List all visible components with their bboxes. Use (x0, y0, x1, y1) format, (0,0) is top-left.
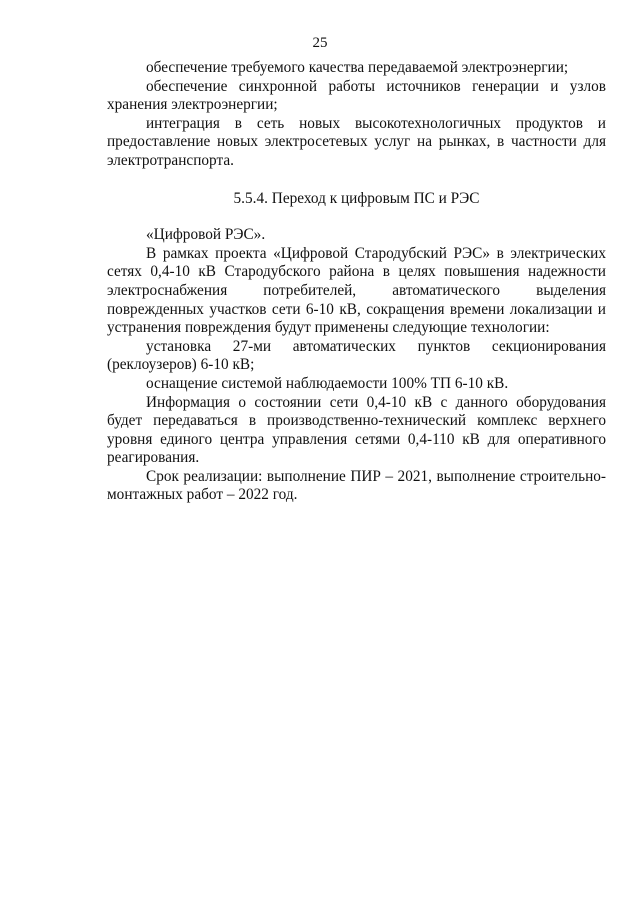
paragraph-digital-res-title: «Цифровой РЭС». (146, 226, 266, 244)
paragraph-network-integration: интеграция в сеть новых высокотехнологичных продуктов и предоставление новых электросетевых услуг на рынках, в частности для электротранспорта. (107, 114, 606, 169)
document-body (107, 59, 606, 505)
paragraph-information-transfer: Информация о состоянии сети 0,4-10 кВ с данного оборудования будет передаваться в производственно-технический комплекс верхнего уровня единого центра управления сетями 0,4-110 кВ для оперативного реагирования. (107, 393, 606, 467)
paragraph-project-description: В рамках проекта «Цифровой Стародубский РЭС» в электрических сетях 0,4-10 кВ Стародубского района в целях повышения надежности электроснабжения потребителей, автоматического выделения поврежденных участков сети 6-10 кВ, сокращения времени локализации и устранения повреждения будут применены следующие технологии: (107, 244, 606, 337)
paragraph-power-quality: обеспечение требуемого качества передаваемой электроэнергии; (146, 59, 569, 76)
page-number: 25 (312, 35, 328, 51)
section-heading: 5.5.4. Переход к цифровым ПС и РЭС (233, 189, 480, 207)
paragraph-implementation-period: Срок реализации: выполнение ПИР – 2021, выполнение строительно-монтажных работ – 2022 год. (107, 467, 606, 504)
paragraph-reclosers: установка 27-ми автоматических пунктов секционирования (реклоузеров) 6-10 кВ; (107, 337, 606, 374)
paragraph-synchronous-operation: обеспечение синхронной работы источников генерации и узлов хранения электроэнергии; (107, 77, 606, 114)
paragraph-observability: оснащение системой наблюдаемости 100% ТП 6-10 кВ. (146, 374, 509, 392)
